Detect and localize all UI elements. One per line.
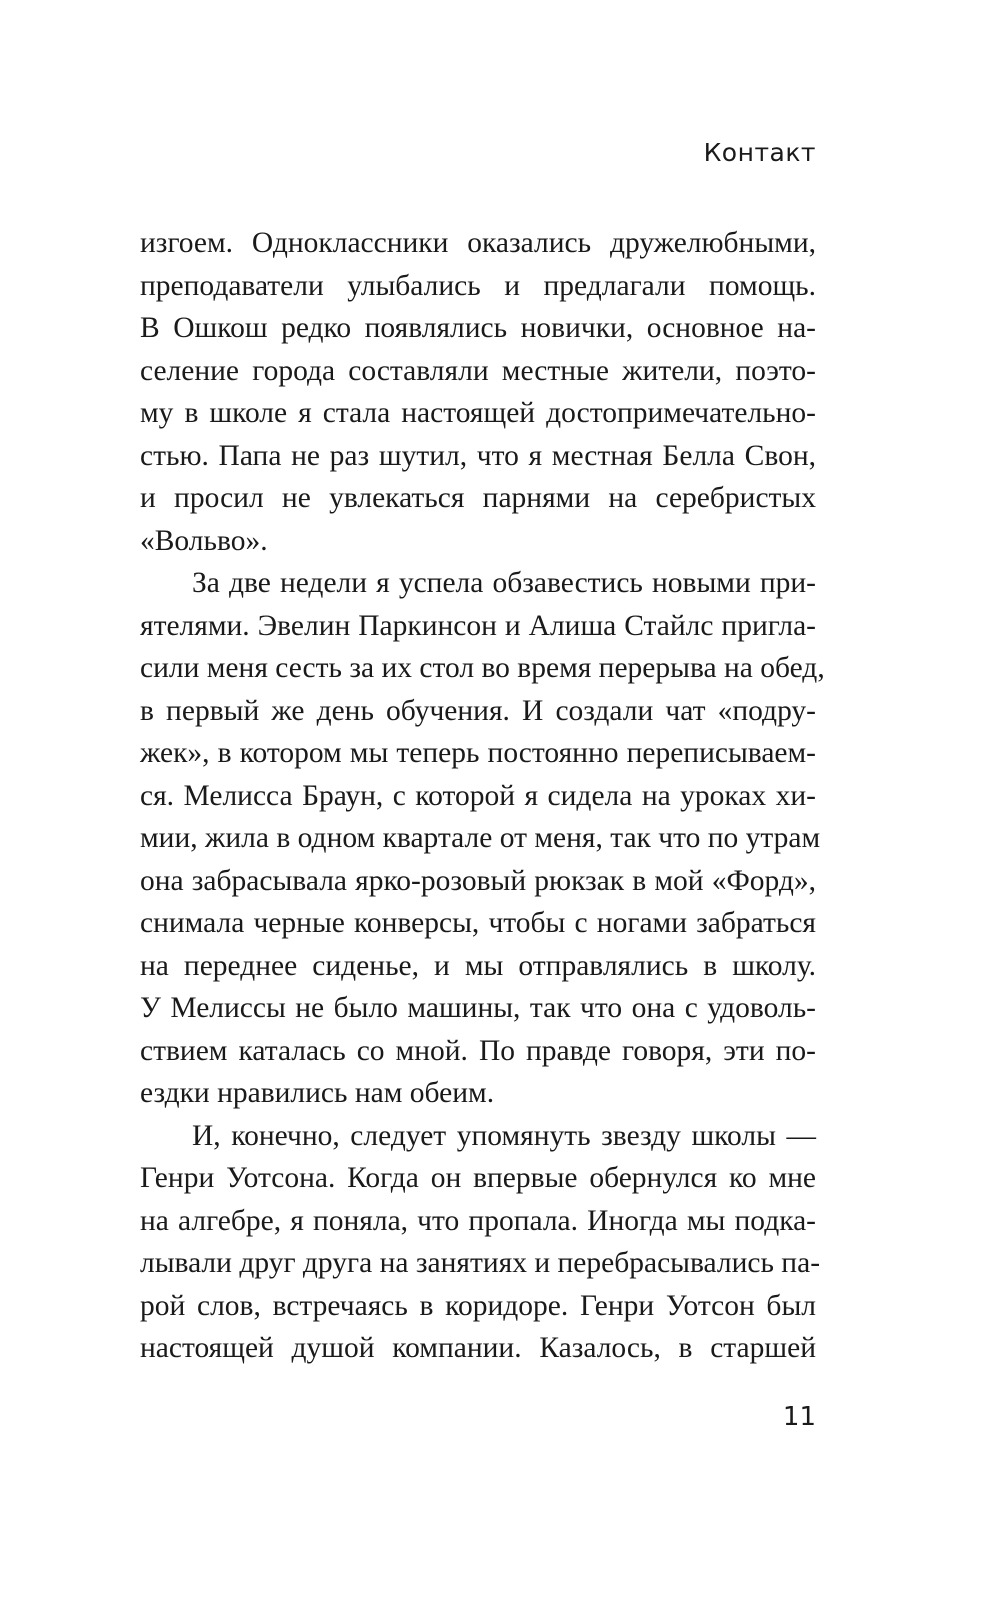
text-line: ствием каталась со мной. По правде говоря, эти по- — [140, 1034, 816, 1067]
running-head: Контакт — [703, 138, 816, 167]
text-line: настоящей душой компании. Казалось, в старшей — [140, 1332, 816, 1364]
page-number: 11 — [782, 1402, 816, 1432]
text-line: на переднее сиденье, и мы отправлялись в школу. — [140, 949, 816, 982]
text-line: «Вольво». — [140, 524, 268, 557]
text-line: лывали друг друга на занятиях и перебрасывались па- — [140, 1247, 821, 1279]
text-line: мии, жила в одном квартале от меня, так что по утрам — [140, 822, 821, 854]
text-line: В Ошкош редко появлялись новички, основное на- — [140, 312, 816, 344]
text-line: она забрасывала ярко-розовый рюкзак в мой «Форд», — [140, 864, 816, 897]
text-line: стью. Папа не раз шутил, что я местная Белла Свон, — [140, 439, 816, 472]
text-line: Генри Уотсона. Когда он впервые обернулся ко мне — [140, 1162, 816, 1194]
text-line: на алгебре, я поняла, что пропала. Иногда мы подка- — [140, 1204, 816, 1237]
text-line: ся. Мелисса Браун, с которой я сидела на уроках хи- — [140, 779, 816, 812]
text-line: му в школе я стала настоящей достопримечательно- — [140, 397, 816, 429]
paragraph — [140, 222, 816, 562]
text-line: и просил не увлекаться парнями на серебристых — [140, 482, 816, 514]
body-text — [140, 222, 825, 1370]
text-line: ездки нравились нам обеим. — [140, 1077, 495, 1109]
text-line: изгоем. Одноклассники оказались дружелюбными, — [140, 227, 816, 259]
text-line: ятелями. Эвелин Паркинсон и Алиша Стайлс пригла- — [140, 609, 816, 642]
text-line: За две недели я успела обзавестись новыми при- — [192, 567, 816, 599]
paragraph — [140, 562, 825, 1115]
text-line: преподаватели улыбались и предлагали помощь. — [140, 269, 816, 302]
text-line: жек», в котором мы теперь постоянно переписываем- — [140, 737, 816, 769]
text-line: И, конечно, следует упомянуть звезду школы — — [192, 1119, 816, 1152]
text-line: рой слов, встречаясь в коридоре. Генри Уотсон был — [140, 1289, 816, 1322]
text-line: селение города составляли местные жители, поэто- — [140, 354, 816, 387]
paragraph — [140, 1115, 821, 1370]
text-line: У Мелиссы не было машины, так что она с удоволь- — [140, 992, 816, 1024]
text-line: в первый же день обучения. И создали чат «подру- — [140, 694, 816, 727]
text-line: сили меня сесть за их стол во время перерыва на обед, — [140, 652, 825, 684]
text-line: снимала черные конверсы, чтобы с ногами забраться — [140, 907, 816, 939]
